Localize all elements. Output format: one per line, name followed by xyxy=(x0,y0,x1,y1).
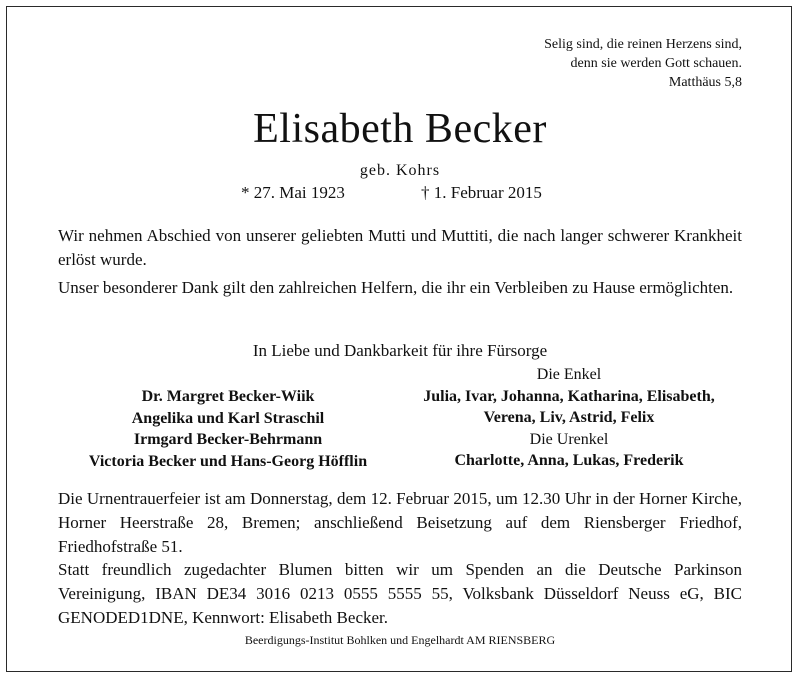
grandchildren-names-2: Verena, Liv, Astrid, Felix xyxy=(483,409,655,426)
mourner-name: Victoria Becker und Hans-Georg Höfflin xyxy=(88,452,368,470)
mourner-name: Angelika und Karl Straschil xyxy=(131,409,325,427)
mourner-name: Irmgard Becker-Behrmann xyxy=(133,431,323,448)
great-grandchildren-names: Charlotte, Anna, Lukas, Frederik xyxy=(454,452,684,469)
verse-reference: Matthäus 5,8 xyxy=(668,75,742,90)
mourners-right-list xyxy=(400,364,738,472)
deceased-name: Elisabeth Becker xyxy=(253,106,547,152)
dedication-line: In Liebe und Dankbarkeit für ihre Fürsorge xyxy=(252,341,548,360)
mourner-name: Dr. Margret Becker-Wiik xyxy=(141,388,315,405)
great-grandchildren-label: Die Urenkel xyxy=(529,430,609,448)
verse-line-2: denn sie werden Gott schauen. xyxy=(570,56,742,71)
farewell-paragraph: Wir nehmen Abschied von unserer geliebten Mutti und Muttiti, die nach langer schwerer Krankheit erlöst wurde. xyxy=(58,226,742,269)
verse-line-1: Selig sind, die reinen Herzens sind, xyxy=(544,37,742,52)
death-date: † 1. Februar 2015 xyxy=(421,183,542,202)
bible-verse xyxy=(544,35,742,92)
birth-name: geb. Kohrs xyxy=(359,162,441,179)
donation-paragraph: Statt freundlich zugedachter Blumen bitten wir um Spenden an die Deutsche Parkinson Vereinigung, IBAN DE34 3016 0213 0555 5555 55, Volksbank Düsseldorf Neuss eG, BIC GENODED1DNE, Kennwort: Elisabeth Becker. xyxy=(58,560,742,627)
funeral-home-footer: Beerdigungs-Institut Bohlken und Engelhardt AM RIENSBERG xyxy=(244,633,556,647)
grandchildren-label: Die Enkel xyxy=(536,366,602,383)
thanks-paragraph: Unser besonderer Dank gilt den zahlreichen Helfern, die ihr ein Verbleiben zu Hause ermöglichten. xyxy=(58,278,734,297)
ceremony-paragraph: Die Urnentrauerfeier ist am Donnerstag, dem 12. Februar 2015, um 12.30 Uhr in der Horner Kirche, Horner Heerstraße 28, Bremen; anschließend Beisetzung auf dem Riensberger Friedhof, Friedhofstraße 51. xyxy=(58,489,742,556)
grandchildren-names-1: Julia, Ivar, Johanna, Katharina, Elisabeth, xyxy=(423,387,715,405)
birth-date: * 27. Mai 1923 xyxy=(241,183,345,202)
mourners-left-list xyxy=(58,386,398,472)
